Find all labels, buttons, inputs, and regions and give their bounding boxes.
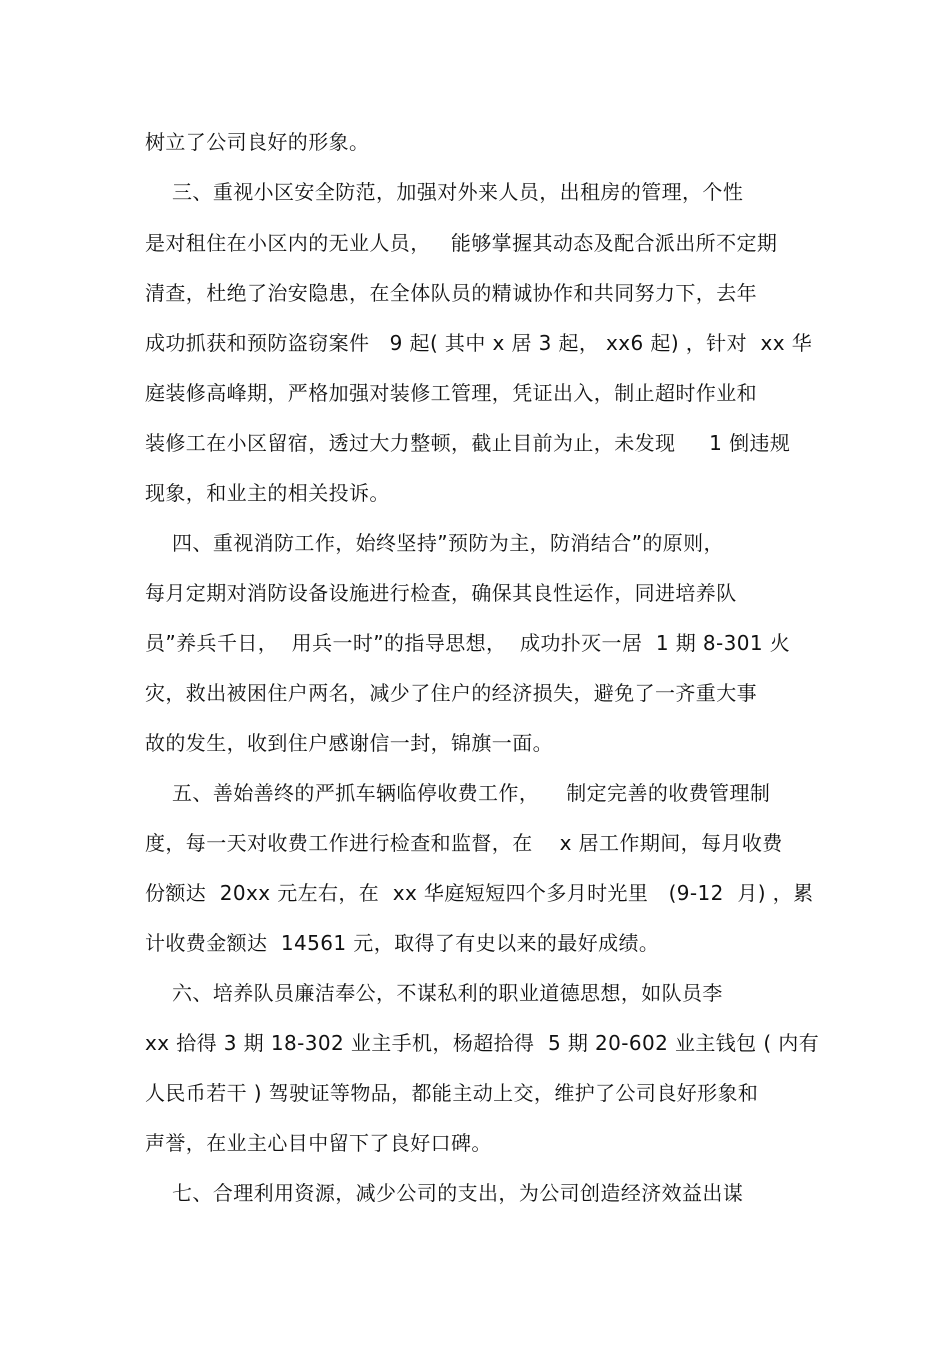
text-line: 灾，救出被困住户两名，减少了住户的经济损失，避免了一齐重大事 (145, 681, 757, 705)
text-line: xx 拾得 3 期 18-302 业主手机，杨超拾得 5 期 20-602 业主钱包 ( 内有 (145, 1031, 820, 1055)
text-line: 人民币若干 ) 驾驶证等物品，都能主动上交，维护了公司良好形象和 (145, 1081, 759, 1105)
text-line: 员”养兵千日， 用兵一时”的指导思想， 成功扑灭一居 1 期 8-301 火 (145, 631, 791, 655)
text-line: 度，每一天对收费工作进行检查和监督，在 x 居工作期间，每月收费 (145, 831, 783, 855)
paragraph-3-heading-line: 三、重视小区安全防范，加强对外来人员，出租房的管理，个性 (145, 180, 744, 204)
text-line: 声誉，在业主心目中留下了良好口碑。 (145, 1131, 492, 1155)
text-line: 每月定期对消防设备设施进行检查，确保其良性运作，同进培养队 (145, 581, 737, 605)
paragraph-6-heading-line: 六、培养队员廉洁奉公，不谋私利的职业道德思想，如队员李 (145, 981, 723, 1005)
text-line: 计收费金额达 14561 元，取得了有史以来的最好成绩。 (145, 931, 660, 955)
text-line: 成功抓获和预防盗窃案件 9 起( 其中 x 居 3 起， xx6 起) ，针对 xx 华 (145, 331, 813, 355)
text-line: 故的发生，收到住户感谢信一封，锦旗一面。 (145, 731, 553, 755)
text-line: 清查，杜绝了治安隐患，在全体队员的精诚协作和共同努力下，去年 (145, 281, 757, 305)
paragraph-5-heading-line: 五、善始善终的严抓车辆临停收费工作， 制定完善的收费管理制 (145, 781, 771, 805)
paragraph-7-heading-line: 七、合理利用资源，减少公司的支出，为公司创造经济效益出谋 (145, 1181, 744, 1205)
text-line: 份额达 20xx 元左右，在 xx 华庭短短四个多月时光里 (9-12 月) ，累 (145, 881, 814, 905)
text-line: 是对租住在小区内的无业人员， 能够掌握其动态及配合派出所不定期 (145, 231, 778, 255)
text-line: 庭装修高峰期，严格加强对装修工管理，凭证出入，制止超时作业和 (145, 381, 757, 405)
text-line: 现象，和业主的相关投诉。 (145, 481, 390, 505)
paragraph-4-heading-line: 四、重视消防工作，始终坚持”预防为主，防消结合”的原则， (145, 531, 724, 555)
text-line: 树立了公司良好的形象。 (145, 130, 370, 154)
text-line: 装修工在小区留宿，透过大力整顿，截止目前为止，未发现 1 倒违规 (145, 431, 791, 455)
